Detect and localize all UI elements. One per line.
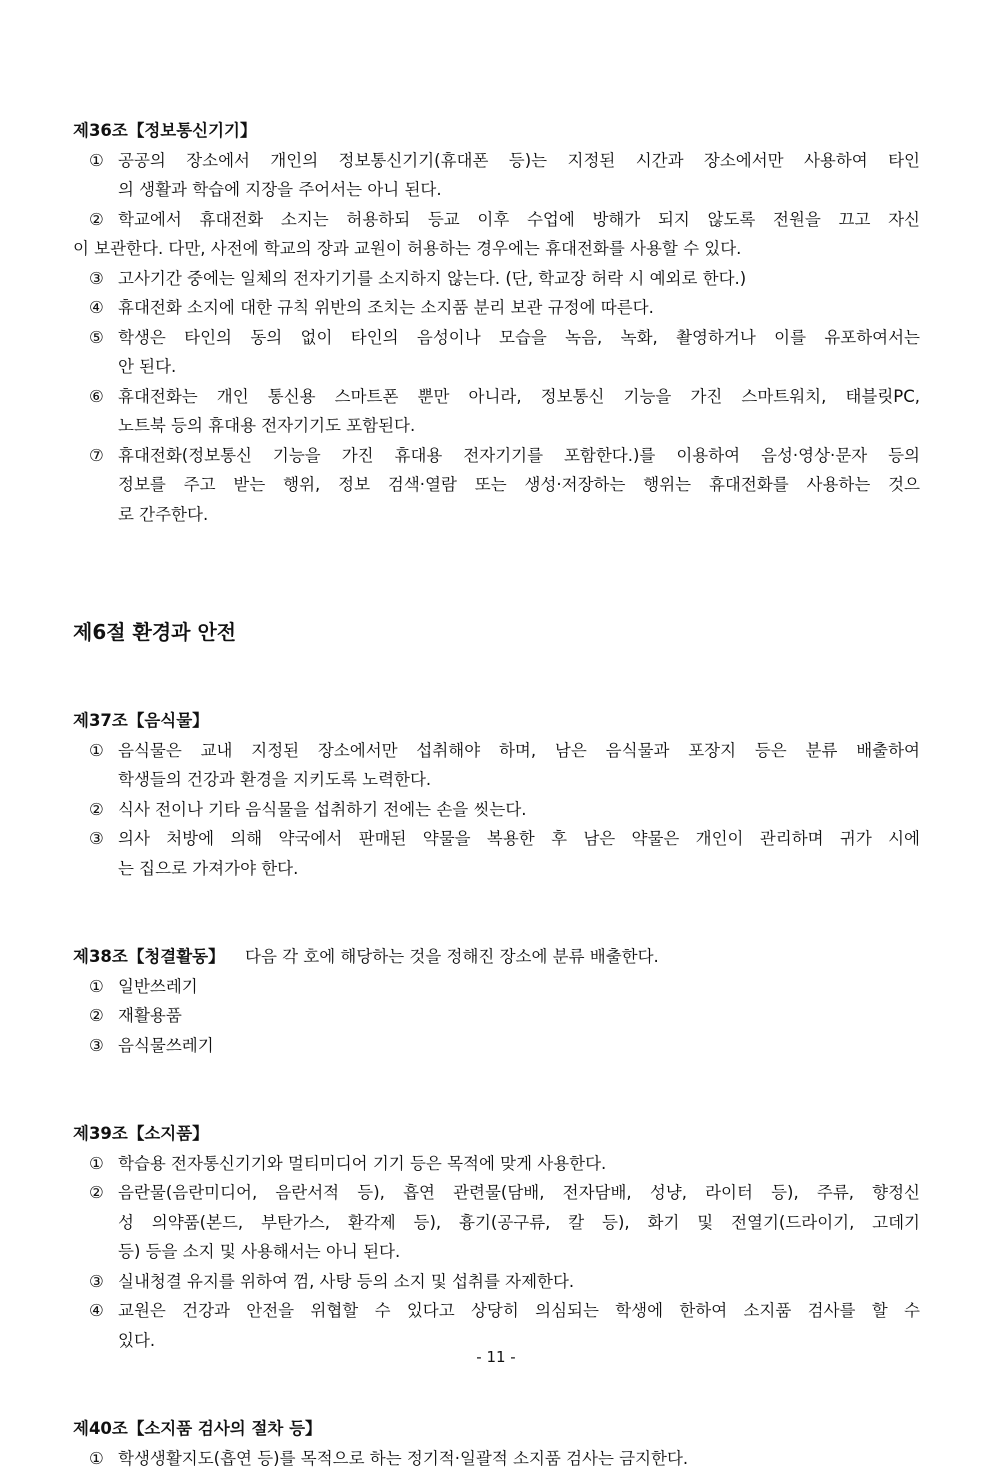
clause-line [0,500,992,530]
clause-number: ③ [89,824,104,854]
clause-line [0,1208,992,1238]
clause-text: 식사 전이나 기타 음식물을 섭취하기 전에는 손을 씻는다. [118,795,920,825]
clause-text: 휴대전화 소지에 대한 규칙 위반의 조치는 소지품 분리 보관 규정에 따른다. [118,293,920,323]
clause-text: 정보를 주고 받는 행위, 정보 검색·열람 또는 생성·저장하는 행위는 휴대전화를 사용하는 것으 [118,470,920,500]
clause-number: ① [89,146,104,176]
clause-line [0,1296,992,1326]
clause-text: 음식물은 교내 지정된 장소에서만 섭취해야 하며, 남은 음식물과 포장지 등은 분류 배출하여 [118,736,920,766]
clause-number: ⑦ [89,441,104,471]
clause-line [0,1444,992,1473]
clause-text: 음란물(음란미디어, 음란서적 등), 흡연 관련물(담배, 전자담배, 성냥, 라이터 등), 주류, 향정신 [118,1178,920,1208]
clause-item [0,1267,992,1297]
clause-text: 있다. [118,1326,920,1356]
article-heading [0,1414,992,1444]
clause-text: 로 간주한다. [118,500,920,530]
clause-item [0,293,992,323]
article-heading [0,1119,992,1149]
clause-text: 노트북 등의 휴대용 전자기기도 포함된다. [118,411,920,441]
clause-number: ② [89,1178,104,1208]
clause-text: 고사기간 중에는 일체의 전자기기를 소지하지 않는다. (단, 학교장 허락 시 예외로 한다.) [118,264,920,294]
article [0,706,992,883]
clause-text: 음식물쓰레기 [118,1031,920,1061]
clause-item [0,382,992,441]
clause-number: ④ [89,293,104,323]
clause-item [0,1296,992,1355]
clause-item [0,795,992,825]
clause-line [0,854,992,884]
clause-line [0,234,992,264]
section-heading [0,618,992,648]
clause-item [0,1031,992,1061]
clause-item [0,972,992,1002]
clause-item [0,824,992,883]
page-number: - 11 - [0,1348,992,1366]
article-title: 제38조【청결활동】 [73,942,225,972]
clause-number: ② [89,795,104,825]
clause-text: 실내청결 유지를 위하여 껌, 사탕 등의 소지 및 섭취를 자제한다. [118,1267,920,1297]
clause-line [0,824,992,854]
clause-line [0,205,992,235]
clause-text: 학생들의 건강과 환경을 지키도록 노력한다. [118,765,920,795]
clause-text: 성 의약품(본드, 부탄가스, 환각제 등), 흉기(공구류, 칼 등), 화기 및 전열기(드라이기, 고데기 [118,1208,920,1238]
clause-number: ③ [89,1267,104,1297]
clause-line [0,1149,992,1179]
clause-item [0,441,992,530]
article [0,1119,992,1355]
clause-line [0,382,992,412]
clause-item [0,323,992,382]
clause-number: ② [89,205,104,235]
clause-text: 학교에서 휴대전화 소지는 허용하되 등교 이후 수업에 방해가 되지 않도록 전원을 끄고 자신 [118,205,920,235]
clause-text: 이 보관한다. 다만, 사전에 학교의 장과 교원이 허용하는 경우에는 휴대전화를 사용할 수 있다. [73,234,920,264]
clause-line [0,146,992,176]
clause-line [0,323,992,353]
clause-line [0,411,992,441]
clause-number: ④ [89,1296,104,1326]
clause-line [0,1267,992,1297]
clause-item [0,146,992,205]
clause-text: 재활용품 [118,1001,920,1031]
article-title: 제37조【음식물】 [73,706,209,736]
clause-text: 의 생활과 학습에 지장을 주어서는 아니 된다. [118,175,920,205]
clause-line [0,1237,992,1267]
clause-line [0,1001,992,1031]
clause-text: 는 집으로 가져가야 한다. [118,854,920,884]
article-heading [0,942,992,972]
clause-text: 공공의 장소에서 개인의 정보통신기기(휴대폰 등)는 지정된 시간과 장소에서만 사용하여 타인 [118,146,920,176]
section-title: 제6절 환경과 안전 [73,618,236,648]
clause-line [0,1178,992,1208]
clause-text: 안 된다. [118,352,920,382]
clause-line [0,441,992,471]
clause-text: 일반쓰레기 [118,972,920,1002]
clause-item [0,1001,992,1031]
clause-text: 등) 등을 소지 및 사용해서는 아니 된다. [118,1237,920,1267]
article-heading [0,116,992,146]
clause-number: ① [89,972,104,1002]
clause-text: 학생은 타인의 동의 없이 타인의 음성이나 모습을 녹음, 녹화, 촬영하거나 이를 유포하여서는 [118,323,920,353]
clause-item [0,1178,992,1267]
clause-line [0,736,992,766]
article-title: 제39조【소지품】 [73,1119,209,1149]
document-body [0,116,992,1473]
clause-line [0,293,992,323]
clause-item [0,1149,992,1179]
clause-text: 교원은 건강과 안전을 위협할 수 있다고 상당히 의심되는 학생에 한하여 소지품 검사를 할 수 [118,1296,920,1326]
clause-text: 휴대전화(정보통신 기능을 가진 휴대용 전자기기를 포함한다.)를 이용하여 음성·영상·문자 등의 [118,441,920,471]
clause-line [0,470,992,500]
clause-text: 휴대전화는 개인 통신용 스마트폰 뿐만 아니라, 정보통신 기능을 가진 스마트워치, 태블릿PC, [118,382,920,412]
clause-number: ⑥ [89,382,104,412]
clause-number: ② [89,1001,104,1031]
clause-item [0,736,992,795]
clause-line [0,765,992,795]
clause-number: ③ [89,1031,104,1061]
article-title: 제36조【정보통신기기】 [73,116,256,146]
clause-text: 학습용 전자통신기기와 멀티미디어 기기 등은 목적에 맞게 사용한다. [118,1149,920,1179]
clause-item [0,1444,992,1473]
clause-line [0,175,992,205]
clause-text: 의사 처방에 의해 약국에서 판매된 약물을 복용한 후 남은 약물은 개인이 관리하며 귀가 시에 [118,824,920,854]
clause-line [0,972,992,1002]
clause-number: ③ [89,264,104,294]
article-heading [0,706,992,736]
article-intro: 다음 각 호에 해당하는 것을 정해진 장소에 분류 배출한다. [245,942,659,972]
clause-line [0,264,992,294]
clause-number: ① [89,1149,104,1179]
clause-item [0,205,992,264]
clause-line [0,795,992,825]
article [0,116,992,529]
clause-number: ① [89,1444,104,1473]
clause-line [0,352,992,382]
article [0,1414,992,1473]
article [0,942,992,1060]
clause-number: ⑤ [89,323,104,353]
article-title: 제40조【소지품 검사의 절차 등】 [73,1414,322,1444]
clause-number: ① [89,736,104,766]
clause-item [0,264,992,294]
clause-line [0,1031,992,1061]
clause-text: 학생생활지도(흡연 등)를 목적으로 하는 정기적·일괄적 소지품 검사는 금지한다. [118,1444,920,1473]
